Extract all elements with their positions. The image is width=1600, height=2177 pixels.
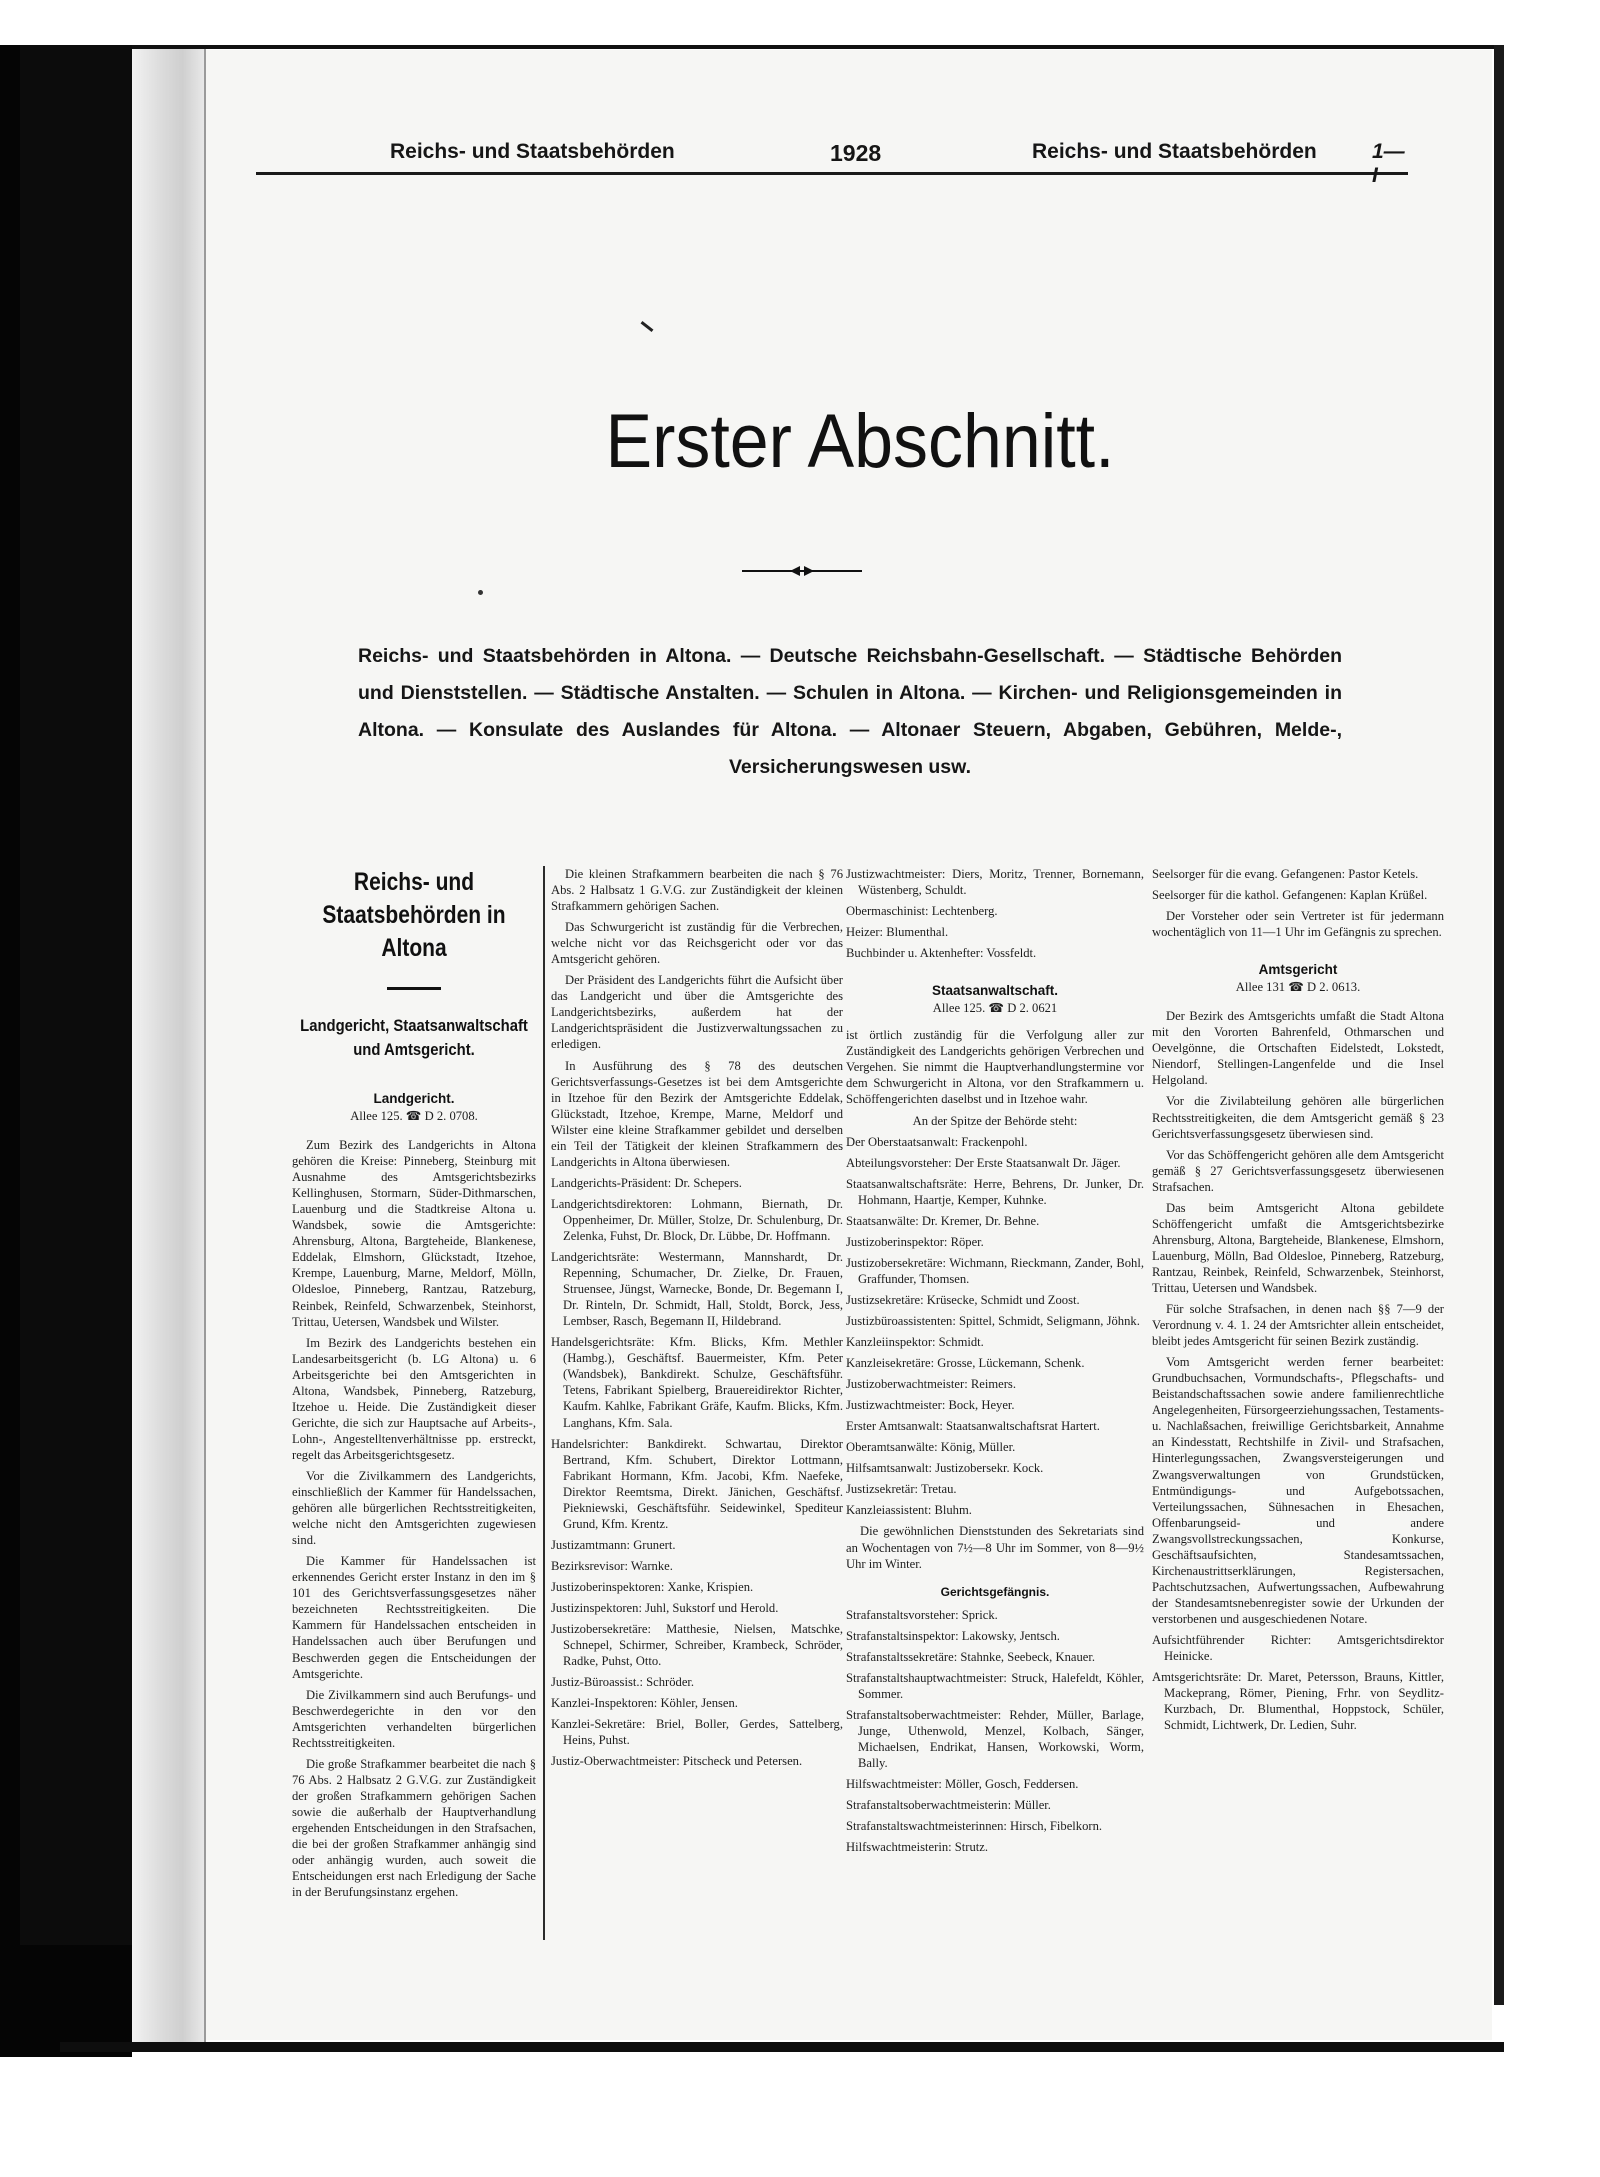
staff-entry: Kanzlei-Inspektoren: Köhler, Jensen. (551, 1696, 738, 1711)
staff-entry: Kanzlei-Sekretäre: Briel, Boller, Gerdes, Sattelberg, Heins, Puhst. (551, 1717, 843, 1748)
staff-entry: Justizbüroassistenten: Spittel, Schmidt, Seligmann, Jöhnk. (846, 1313, 1140, 1328)
chapter-title: Erster Abschnitt. (605, 399, 1115, 484)
paragraph: Die Zivilkammern sind auch Berufungs- und Beschwerdegerichte in den vor den Amtsgerichten verhandelten bürgerlichen Rechtsstreitigkeiten. (292, 1687, 536, 1750)
ornament-divider (742, 561, 862, 581)
staff-entry: Hilfswachtmeisterin: Strutz. (846, 1840, 988, 1855)
paragraph: Vor die Zivilkammern des Landgerichts, einschließlich der Kammer für Handelssachen, gehören alle bürgerlichen Rechtsstreitigkeiten, welche nicht den Amtsgerichten zugewiesen sind. (292, 1468, 536, 1548)
paragraph: Der Bezirk des Amtsgerichts umfaßt die Stadt Altona mit den Vororten Bahrenfeld, Othmarschen und Oevelgönne, die Ortschaften Eidelstedt, Lokstedt, Niendorf, Stellingen-Langenfelde und die Insel Helgoland. (1152, 1009, 1444, 1088)
section-title-landgericht: Landgericht. (373, 1091, 455, 1106)
address-staatsanwaltschaft: Allee 125. ☎ D 2. 0621 (932, 1001, 1058, 1016)
staff-entry: Aufsichtführender Richter: Amtsgerichtsdirektor Heinicke. (1152, 1632, 1444, 1664)
paragraph: Für solche Strafsachen, in denen nach §§ 7—9 der Verordnung v. 4. 1. 24 der Amtsrichter allein entscheidet, bleibt jedes Amtsgericht für seinen Bezirk zuständig. (1152, 1302, 1444, 1349)
paragraph: Der Präsident des Landgerichts führt die Aufsicht über das Landgericht und über die Amtsgerichte des Landgerichtsbezirks, außerdem hat der Landgerichtspräsident die Justizverwaltungssachen zu erledigen. (551, 973, 843, 1052)
staff-entry: Hilfswachtmeister: Möller, Gosch, Feddersen. (846, 1777, 1079, 1792)
staff-entry: Justiz-Büroassist.: Schröder. (551, 1675, 695, 1690)
staff-entry: Justiz-Oberwachtmeister: Pitscheck und Petersen. (551, 1754, 803, 1769)
staff-entry: Der Oberstaatsanwalt: Frackenpohl. (846, 1134, 1028, 1149)
paragraph: Das beim Amtsgericht Altona gebildete Schöffengericht umfaßt die Amtsgerichtsbezirke Ahrensburg, Altona, Bargteheide, Blankenese, Elmshorn, Lauenburg, Mölln, Bad Oldesloe, Pinneberg, Ratzeburg, Rantzau, Reinbek, Reinfeld, Schwarzenbek, Steinhorst, Trittau, Uetersen und Wandsbek. (1152, 1200, 1444, 1295)
section-title-gerichtsgefaengnis: Gerichtsgefängnis. (940, 1584, 1050, 1599)
paragraph: Die kleinen Strafkammern bearbeiten die nach § 76 Abs. 2 Halbsatz 1 G.V.G. zur Zuständigkeit der kleinen Strafkammern gehörigen Sachen. (551, 867, 843, 914)
staff-entry: Staatsanwälte: Dr. Kremer, Dr. Behne. (846, 1213, 1040, 1228)
staff-entry: Landgerichtsräte: Westermann, Mannshardt, Dr. Repenning, Schumacher, Dr. Zielke, Dr. Frauen, Struensee, Jüngst, Warnecke, Bonde, Dr. Begemann I, Dr. Rinteln, Dr. Schmidt, Hall, Stoldt, Borck, Jess, Lembser, Rasch, Begemann II, Hildebrand. (551, 1250, 843, 1329)
microfilm-border-top (132, 45, 1500, 49)
staff-entry: Justizsekretäre: Krüsecke, Schmidt und Zoost. (846, 1292, 1080, 1307)
paragraph: An der Spitze der Behörde steht: (912, 1113, 1078, 1128)
staff-entry: Landgerichts-Präsident: Dr. Schepers. (551, 1175, 742, 1190)
print-dot (478, 590, 483, 595)
staff-entry: Justizoberinspektoren: Xanke, Krispien. (551, 1579, 754, 1594)
running-head-left: Reichs- und Staatsbehörden (390, 140, 675, 163)
staff-entry: Heizer: Blumenthal. (846, 925, 949, 940)
main-heading: Reichs- und Staatsbehörden in Altona (322, 868, 506, 962)
paragraph: Zum Bezirk des Landgerichts in Altona gehören die Kreise: Pinneberg, Steinburg mit Ausnahme des Amtsgerichtsbezirks Kellinghusen, Stormarn, Süder-Dithmarschen, Lauenburg und die Stadtkreise Altona u. Wandsbek, sowie die Amtsgerichte: Ahrensburg, Altona, Bargteheide, Blankenese, Eddelak, Elmshorn, Glückstadt, Itzehoe, Krempe, Lauenburg, Marne, Meldorf, Mölln, Oldesloe, Pinneberg, Rantzau, Ratzeburg, Reinbek, Reinfeld, Schwarzenbek, Steinhorst, Trittau, Uetersen, Wandsbek und Wilster. (292, 1138, 536, 1329)
address-amtsgericht: Allee 131 ☎ D 2. 0613. (1235, 980, 1361, 995)
column-3 (846, 866, 1144, 1860)
staff-entry: Justizsekretär: Tretau. (846, 1482, 957, 1497)
running-head (256, 136, 1408, 187)
subheading: Landgericht, Staatsanwaltschaft und Amtsgericht. (300, 1017, 528, 1059)
staff-entry: Landgerichtsdirektoren: Lohmann, Biernath, Dr. Oppenheimer, Dr. Müller, Stolze, Dr. Schulenburg, Dr. Zelenka, Fuhst, Dr. Block, Dr. Lübbe, Dr. Hoffmann. (551, 1196, 843, 1243)
staff-entry: Justizoberinspektor: Röper. (846, 1234, 984, 1249)
column-rule (543, 866, 545, 1940)
microfilm-border-left (0, 45, 132, 2057)
staff-entry: Obermaschinist: Lechtenberg. (846, 904, 998, 919)
staff-entry: Justizobersekretäre: Wichmann, Rieckmann, Zander, Bohl, Graffunder, Thomsen. (846, 1255, 1144, 1286)
paragraph: Im Bezirk des Landgerichts bestehen ein Landesarbeitsgericht (b. LG Altona) u. 6 Arbeitsgerichte bei den Amtsgerichten in Altona, Wandsbek, Pinneberg, Ratzeburg, Itzehoe u. Heide. Die Zuständigkeit dieser Gerichte, die sich zur Hauptsache auf Arbeits-, Lohn-, Angestelltenverhältnisse pp. erstreckt, regelt das Arbeitsgerichtsgesetz. (292, 1335, 536, 1462)
paragraph: ist örtlich zuständig für die Verfolgung aller zur Zuständigkeit des Landgerichts gehörigen Verbrechen und Vergehen. Sie nimmt die Hauptverhandlungstermine vor dem Schwurgericht in Altona, vor den Strafkammern u. Schöffengerichten daselbst und in Itzehoe wahr. (846, 1028, 1144, 1107)
staff-entry: Justizwachtmeister: Bock, Heyer. (846, 1398, 1015, 1413)
staff-entry: Buchbinder u. Aktenhefter: Vossfeldt. (846, 946, 1037, 961)
column-1 (292, 866, 536, 1905)
staff-entry: Strafanstaltsinspektor: Lakowsky, Jentsch. (846, 1628, 1060, 1643)
staff-entry: Hilfsamtsanwalt: Justizobersekr. Kock. (846, 1461, 1044, 1476)
staff-entry: Erster Amtsanwalt: Staatsanwaltschaftsrat Hartert. (846, 1419, 1100, 1434)
staff-entry: Handelsgerichtsräte: Kfm. Blicks, Kfm. Methler (Hambg.), Geschäftsf. Bauermeister, Kfm. Peter (Wandsbek), Bankdirekt. Schulze, Geschäftsführ. Tetens, Fabrikant Spielberg, Brauereidirektor Richter, Kaufm. Kahlke, Fabrikant Gräfe, Kaufm. Blicks, Kfm. Langhans, Kfm. Sala. (551, 1335, 843, 1430)
staff-entry: Strafanstaltswachtmeisterinnen: Hirsch, Fibelkorn. (846, 1819, 1103, 1834)
paragraph: Der Vorsteher oder sein Vertreter ist für jedermann wochentäglich von 11—1 Uhr im Gefängnis zu sprechen. (1152, 909, 1444, 940)
heading-rule (387, 987, 441, 990)
staff-entry: Justizamtmann: Grunert. (551, 1537, 676, 1552)
staff-entry: Seelsorger für die kathol. Gefangenen: Kaplan Krüßel. (1152, 888, 1428, 903)
column-4 (1152, 866, 1444, 1738)
section-title-amtsgericht: Amtsgericht (1258, 962, 1338, 978)
paragraph: Das Schwurgericht ist zuständig für die Verbrechen, welche nicht vor das Reichsgericht oder vor das Amtsgericht gehören. (551, 920, 843, 967)
staff-entry: Kanzleiinspektor: Schmidt. (846, 1335, 984, 1350)
staff-entry: Seelsorger für die evang. Gefangenen: Pastor Ketels. (1152, 867, 1419, 881)
section-contents: Reichs- und Staatsbehörden in Altona. — Deutsche Reichsbahn-Gesellschaft. — Städtische Behörden und Dienststellen. — Städtische Anstalten. — Schulen in Altona. — Kirchen- und Religionsgemeinden in Altona. — Konsulate des Auslandes für Altona. — Altonaer Steuern, Abgaben, Gebühren, Melde-, Versicherungswesen usw. (358, 645, 1342, 778)
staff-entry: Justizinspektoren: Juhl, Sukstorf und Herold. (551, 1600, 779, 1615)
staff-entry: Abteilungsvorsteher: Der Erste Staatsanwalt Dr. Jäger. (846, 1155, 1121, 1170)
paragraph: Die große Strafkammer bearbeitet die nach § 76 Abs. 2 Halbsatz 2 G.V.G. zur Zuständigkeit der großen Strafkammern gehörigen Sachen sowie die außerhalb der Hauptverhandlung ergehenden Entscheidungen in den Strafsachen, die bei der großen Strafkammer anhängig sind oder anhängig wurden, auch soweit die Entscheidungen erst nach Erledigung der Sache in der Berufungsinstanz ergehen. (292, 1756, 536, 1900)
paragraph: Vom Amtsgericht werden ferner bearbeitet: Grundbuchsachen, Vormundschafts-, Pflegschafts- und Beistandschaftssachen sowie andere familienrechtliche Angelegenheiten, Fürsorgeerziehungssachen, Testaments- u. Nachlaßsachen, freiwillige Gerichtsbarkeit, Annahme an Kindesstatt, Rechtshilfe in Zivil- und Strafsachen, Hinterlegungssachen, Zwangsversteigerungen und Zwangsverwaltungen von Grundstücken, Entmündigungs- und Aufgebotssachen, Verteilungssachen, Sühnesachen in Ehesachen, Offenbarungseid- und andere Zwangsvollstreckungssachen, Konkurse, Geschäftsaufsichten, Standesamtssachen, Kirchenaustrittserklärungen, Registersachen, Pachtschutzsachen, Aufwertungssachen, Aufbewahrung der Standesamtsnebenregister sowie der Urkunden der verstorbenen und ausgeschiedenen Notare. (1152, 1355, 1444, 1626)
microfilm-border-right (1494, 45, 1504, 2005)
running-head-year: 1928 (830, 140, 882, 166)
staff-entry: Justizoberwachtmeister: Reimers. (846, 1377, 1016, 1392)
microfilm-border-bottom (60, 2042, 1504, 2052)
staff-entry: Strafanstaltsoberwachtmeister: Rehder, Müller, Barlage, Junge, Uthenwold, Menzel, Kolbach, Sänger, Michaelsen, Endrikat, Hansen, Workowski, Worm, Bally. (846, 1707, 1144, 1770)
running-head-right: Reichs- und Staatsbehörden (1032, 140, 1317, 163)
microfilm-strip (20, 45, 132, 1945)
paragraph: Vor die Zivilabteilung gehören alle bürgerlichen Rechtsstreitigkeiten, die dem Amtsgericht gemäß § 23 Gerichtsverfassungsgesetz überwiesen sind. (1152, 1094, 1444, 1141)
paragraph: Die gewöhnlichen Dienststunden des Sekretariats sind an Wochentagen von 7½—8 Uhr im Sommer, von 8—9½ Uhr im Winter. (846, 1524, 1144, 1571)
staff-entry: Kanzleiassistent: Bluhm. (846, 1503, 972, 1518)
page-number: 1—I (1372, 140, 1405, 187)
staff-entry: Handelsrichter: Bankdirekt. Schwartau, Direktor Bertrand, Kfm. Schubert, Direktor Lottmann, Fabrikant Hormann, Kfm. Jacobi, Kfm. Naefeke, Direktor Reemtsma, Direkt. Jänichen, Geschäftsf. Piekniewski, Geschäftsführ. Seidewinkel, Spediteur Grund, Kfm. Krentz. (551, 1436, 843, 1531)
staff-entry: Justizobersekretäre: Matthesie, Nielsen, Matschke, Schnepel, Schirmer, Schreiber, Krambeck, Schröder, Radke, Puhst, Otto. (551, 1622, 843, 1669)
staff-entry: Bezirksrevisor: Warnke. (551, 1558, 673, 1573)
column-2 (551, 866, 843, 1774)
staff-entry: Justizwachtmeister: Diers, Moritz, Trenner, Bornemann, Wüstenberg, Schuldt. (846, 867, 1144, 898)
staff-entry: Staatsanwaltschaftsräte: Herre, Behrens, Dr. Junker, Dr. Hohmann, Haartje, Kemper, Kuhnke. (846, 1176, 1144, 1207)
staff-entry: Strafanstaltsoberwachtmeisterin: Müller. (846, 1798, 1051, 1813)
paragraph: Vor das Schöffengericht gehören alle dem Amtsgericht gemäß § 27 Gerichtsverfassungsgesetz überwiesenen Strafsachen. (1152, 1147, 1444, 1194)
staff-entry: Strafanstaltshauptwachtmeister: Struck, Halefeldt, Köhler, Sommer. (846, 1670, 1144, 1701)
paragraph: Die Kammer für Handelssachen ist erkennendes Gericht erster Instanz in den im § 101 des Gerichtsverfassungsgesetzes näher bezeichneten Rechtsstreitigkeiten. Die Kammern für Handelssachen entscheiden in Handelssachen auch über Berufungen und Beschwerden gegen die Entscheidungen der Amtsgerichte. (292, 1554, 536, 1681)
book-spine (132, 45, 206, 2045)
address-landgericht: Allee 125. ☎ D 2. 0708. (350, 1109, 478, 1123)
staff-entry: Oberamtsanwälte: König, Müller. (846, 1440, 1016, 1455)
paragraph: In Ausführung des § 78 des deutschen Gerichtsverfassungs-Gesetzes ist bei dem Amtsgerichte in Itzehoe für den Bezirk der Amtsgerichte Eddelak, Glückstadt, Itzehoe, Krempe, Marne, Meldorf und Wilster eine kleine Strafkammer gebildet und derselben ein Teil der Tätigkeit der kleinen Strafkammern des Landgerichts in Altona überwiesen. (551, 1058, 843, 1169)
staff-entry: Strafanstaltsvorsteher: Sprick. (846, 1607, 998, 1622)
staff-entry: Strafanstaltssekretäre: Stahnke, Seebeck, Knauer. (846, 1649, 1095, 1664)
staff-entry: Kanzleisekretäre: Grosse, Lückemann, Schenk. (846, 1356, 1085, 1371)
staff-entry: Amtsgerichtsräte: Dr. Maret, Petersson, Brauns, Kittler, Mackeprang, Römer, Piening, Frhr. von Seydlitz-Kurzbach, Dr. Blumenthal, Hoppstock, Schüler, Schmidt, Lichtwerk, Dr. Ledien, Suhr. (1152, 1670, 1444, 1733)
section-title-staatsanwaltschaft: Staatsanwaltschaft. (931, 983, 1059, 999)
